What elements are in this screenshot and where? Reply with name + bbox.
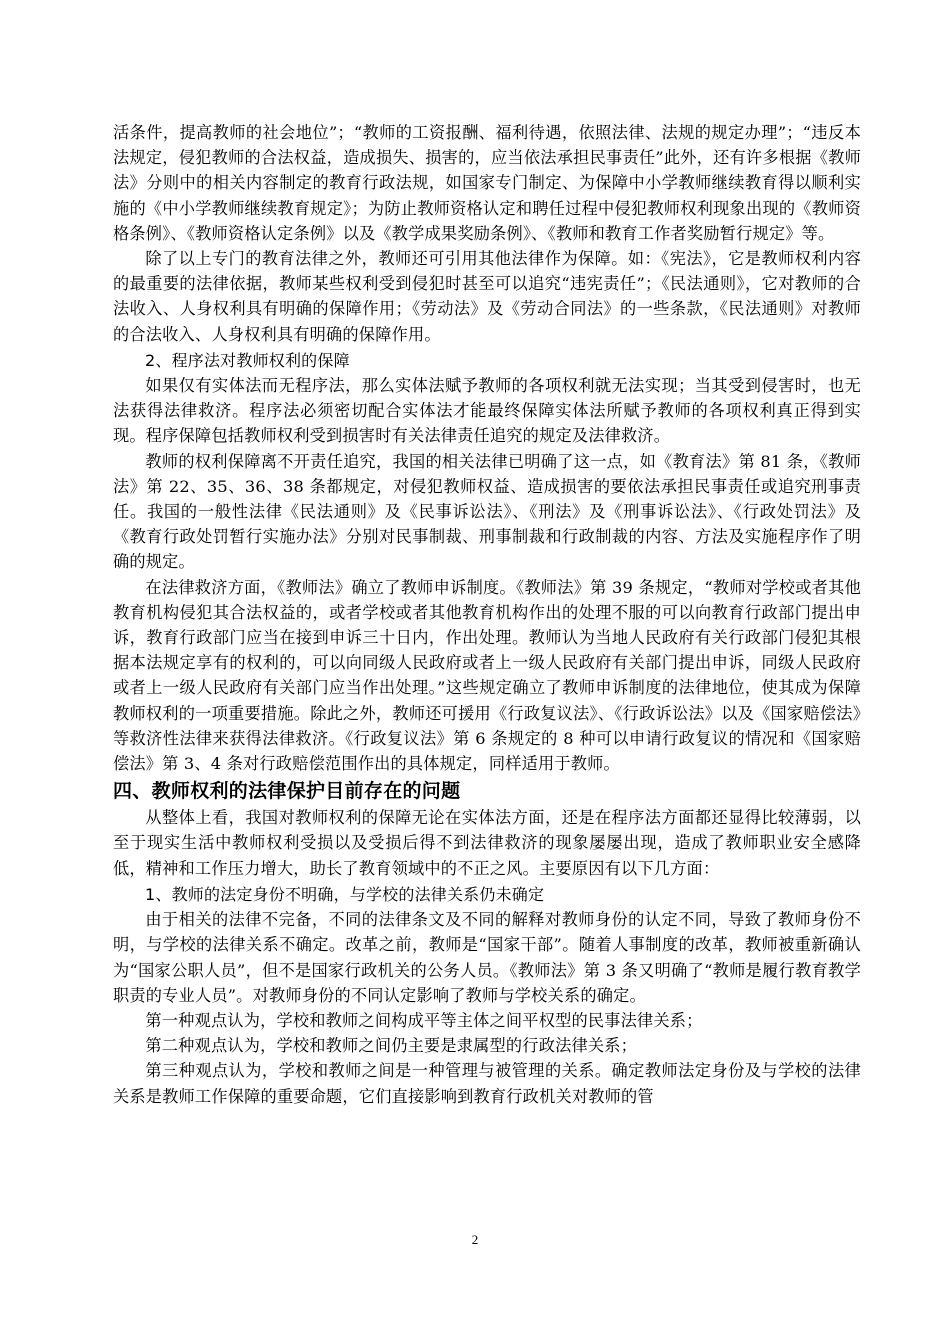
- paragraph: 由于相关的法律不完备，不同的法律条文及不同的解释对教师身份的认定不同，导致了教师身份不明，与学校的法律关系不确定。改革之前，教师是“国家干部”。随着人事制度的改革，教师被重新确认为“国家公职人员”，但不是国家行政机关的公务人员。《教师法》第 3 条又明确了“教师是履行教育教学职责的专业人员”。对教师身份的不同认定影响了教师与学校关系的确定。: [113, 910, 861, 1005]
- paragraph: 第三种观点认为，学校和教师之间是一种管理与被管理的关系。确定教师法定身份及与学校的法律关系是教师工作保障的重要命题，它们直接影响到教育行政机关对教师的管: [113, 1061, 861, 1106]
- paragraph: 第二种观点认为，学校和教师之间仍主要是隶属型的行政法律关系；: [145, 1036, 638, 1056]
- paragraph: 教师的权利保障离不开责任追究，我国的相关法律已明确了这一点，如《教育法》第 81 条，《教师法》第 22、35、36、38 条都规定，对侵犯教师权益、造成损害的要依法承担民事责任或追究刑事责任。我国的一般性法律《民法通则》及《民事诉讼法》、《刑法》及《刑事诉讼法》、《行政处罚法》及《教育行政处罚暂行实施办法》分别对民事制裁、刑事制裁和行政制裁的内容、方法及实施程序作了明确的规定。: [113, 451, 861, 572]
- page-number: 2: [471, 1232, 479, 1247]
- paragraph: 活条件，提高教师的社会地位”；“教师的工资报酬、福利待遇，依照法律、法规的规定办理”；“违反本法规定，侵犯教师的合法权益，造成损失、损害的，应当依法承担民事责任”此外，还有许多根据《教师法》分则中的相关内容制定的教育行政法规，如国家专门制定、为保障中小学教师继续教育得以顺利实施的《中小学教师继续教育规定》；为防止教师资格认定和聘任过程中侵犯教师权利现象出现的《教师资格条例》、《教师资格认定条例》以及《教学成果奖励条例》、《教师和教育工作者奖励暂行规定》等。: [113, 123, 861, 243]
- document-body: [113, 120, 861, 1109]
- paragraph: 在法律救济方面，《教师法》确立了教师申诉制度。《教师法》第 39 条规定，“教师对学校或者其他教育机构侵犯其合法权益的，或者学校或者其他教育机构作出的处理不服的可以向教育行政部门提出申诉，教育行政部门应当在接到申诉三十日内，作出处理。教师认为当地人民政府有关行政部门侵犯其根据本法规定享有的权利的，可以向同级人民政府或者上一级人民政府有关部门提出申诉，同级人民政府或者上一级人民政府有关部门应当作出处理。”这些规定确立了教师申诉制度的法律地位，使其成为保障教师权利的一项重要措施。除此之外，教师还可援用《行政复议法》、《行政诉讼法》以及《国家赔偿法》等救济性法律来获得法律救济。《行政复议法》第 6 条规定的 8 种可以申请行政复议的情况和《国家赔偿法》第 3、4 条对行政赔偿范围作出的具体规定，同样适用于教师。: [113, 577, 861, 774]
- subsection-heading: 1、教师的法定身份不明确，与学校的法律关系仍未确定: [145, 884, 545, 904]
- section-heading: 四、教师权利的法律保护目前存在的问题: [113, 780, 461, 803]
- paragraph: 如果仅有实体法而无程序法，那么实体法赋予教师的各项权利就无法实现；当其受到侵害时，也无法获得法律救济。程序法必须密切配合实体法才能最终保障实体法所赋予教师的各项权利真正得到实现。程序保障包括教师权利受到损害时有关法律责任追究的规定及法律救济。: [113, 376, 861, 446]
- paragraph: 第一种观点认为，学校和教师之间构成平等主体之间平权型的民事法律关系；: [145, 1010, 703, 1030]
- paragraph: 除了以上专门的教育法律之外，教师还可引用其他法律作为保障。如：《宪法》，它是教师权利内容的最重要的法律依据，教师某些权利受到侵犯时甚至可以追究“违宪责任”；《民法通则》，它对教师的合法收入、人身权利具有明确的保障作用；《劳动法》及《劳动合同法》的一些条款，《民法通则》对教师的合法收入、人身权利具有明确的保障作用。: [113, 249, 861, 344]
- paragraph: 从整体上看，我国对教师权利的保障无论在实体法方面，还是在程序法方面都还显得比较薄弱，以至于现实生活中教师权利受损以及受损后得不到法律救济的现象屡屡出现，造成了教师职业安全感降低，精神和工作压力增大，助长了教育领域中的不正之风。主要原因有以下几方面：: [113, 808, 861, 878]
- subsection-heading: 2、程序法对教师权利的保障: [145, 350, 350, 370]
